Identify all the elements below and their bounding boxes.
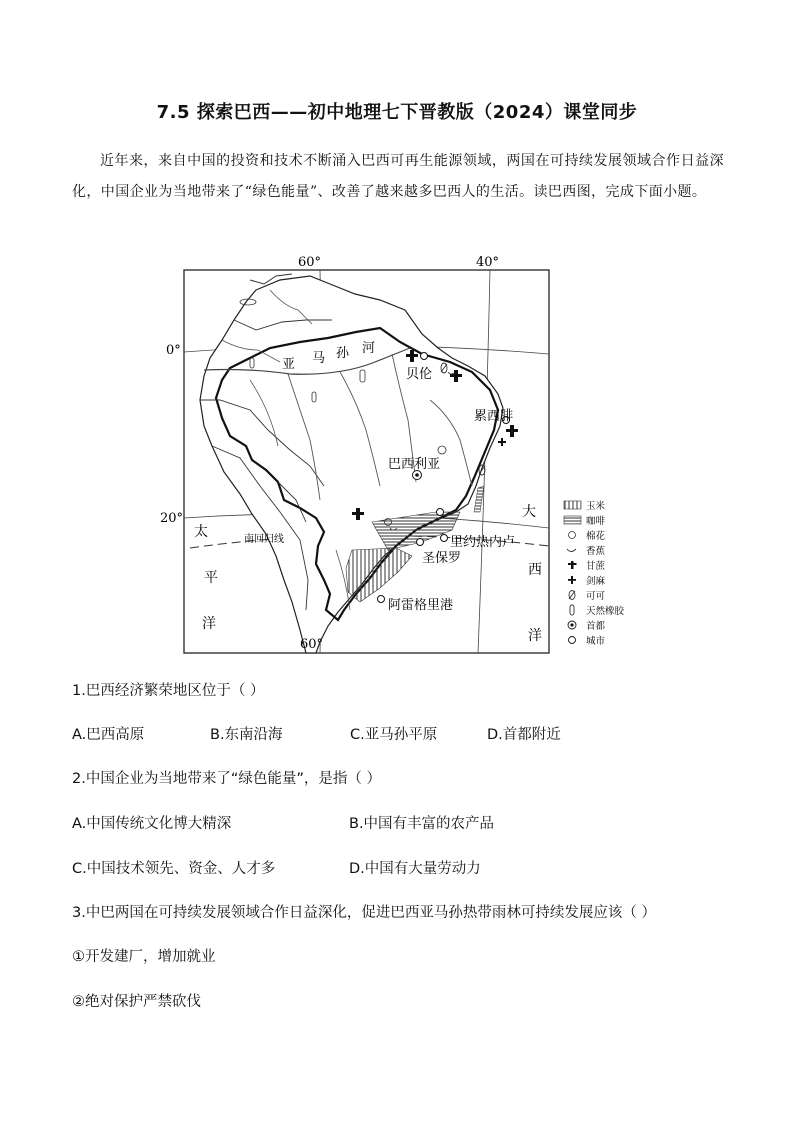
lon-label-40: 40°: [476, 255, 500, 270]
map-legend: [564, 500, 625, 647]
q1-option-a[interactable]: A.巴西高原: [72, 727, 145, 743]
atlantic-char-1: 大: [522, 504, 536, 520]
legend-cotton: 棉花: [586, 531, 606, 542]
river-char-4: 河: [362, 341, 376, 356]
city-label-brasilia: 巴西利亚: [388, 457, 441, 472]
q2-option-b[interactable]: B.中国有丰富的农产品: [349, 816, 495, 832]
q2-option-d[interactable]: D.中国有大量劳动力: [349, 861, 481, 877]
brazil-map: [160, 250, 640, 660]
q1-option-b[interactable]: B.东南沿海: [210, 727, 283, 743]
lon-label-60-bottom: 60°: [300, 637, 324, 652]
city-label-portoalegre: 阿雷格里港: [388, 598, 454, 613]
question-3-stem: 3.中巴两国在可持续发展领域合作日益深化，促进巴西亚马孙热带雨林可持续发展应该（ ）: [72, 905, 656, 921]
city-label-belem: 贝伦: [406, 367, 433, 382]
legend-sisal: 剑麻: [586, 576, 606, 587]
legend-capital: 首都: [586, 621, 606, 632]
legend-rubber: 天然橡胶: [586, 606, 625, 617]
legend-banana: 香蕉: [586, 546, 606, 557]
q1-option-c[interactable]: C.亚马孙平原: [350, 727, 438, 743]
legend-corn: 玉米: [586, 501, 606, 512]
page-title: 7.5 探索巴西——初中地理七下晋教版（2024）课堂同步: [156, 102, 638, 123]
tropic-label: 南回归线: [244, 534, 284, 545]
legend-sugarcane: 甘蔗: [586, 561, 606, 572]
river-char-2: 马: [312, 351, 326, 366]
lat-label-0: 0°: [166, 343, 181, 358]
q1-option-d[interactable]: D.首都附近: [487, 727, 561, 743]
q3-item-2: ②绝对保护严禁砍伐: [72, 994, 201, 1010]
pacific-char-2: 平: [204, 570, 218, 586]
atlantic-char-2: 西: [528, 562, 542, 578]
pacific-char-1: 太: [194, 524, 208, 540]
brazil-map-svg: [160, 250, 640, 660]
q2-option-a[interactable]: A.中国传统文化博大精深: [72, 816, 232, 832]
q2-option-c[interactable]: C.中国技术领先、资金、人才多: [72, 861, 276, 877]
river-char-1: 亚: [282, 357, 296, 372]
legend-city: 城市: [586, 636, 606, 647]
pacific-char-3: 洋: [202, 616, 216, 632]
river-char-3: 孙: [336, 346, 350, 361]
city-label-rio: 里约热内卢: [450, 535, 516, 550]
legend-cacao: 可可: [586, 591, 606, 602]
question-2-stem: 2.中国企业为当地带来了“绿色能量”，是指（ ）: [72, 771, 381, 787]
legend-coffee: 咖啡: [586, 516, 606, 527]
q3-item-1: ①开发建厂，增加就业: [72, 949, 216, 965]
city-label-recife: 累西腓: [474, 409, 514, 424]
lat-label-20: 20°: [160, 511, 184, 526]
city-label-saopaulo: 圣保罗: [422, 551, 462, 566]
intro-paragraph: 近年来，来自中国的投资和技术不断涌入巴西可再生能源领域，两国在可持续发展领域合作日益深化，中国企业为当地带来了“绿色能量”、改善了越来越多巴西人的生活。读巴西图，完成下面小题。: [72, 153, 724, 200]
question-1-stem: 1.巴西经济繁荣地区位于（ ）: [72, 683, 265, 699]
lon-label-60-top: 60°: [298, 255, 322, 270]
atlantic-char-3: 洋: [528, 628, 542, 644]
